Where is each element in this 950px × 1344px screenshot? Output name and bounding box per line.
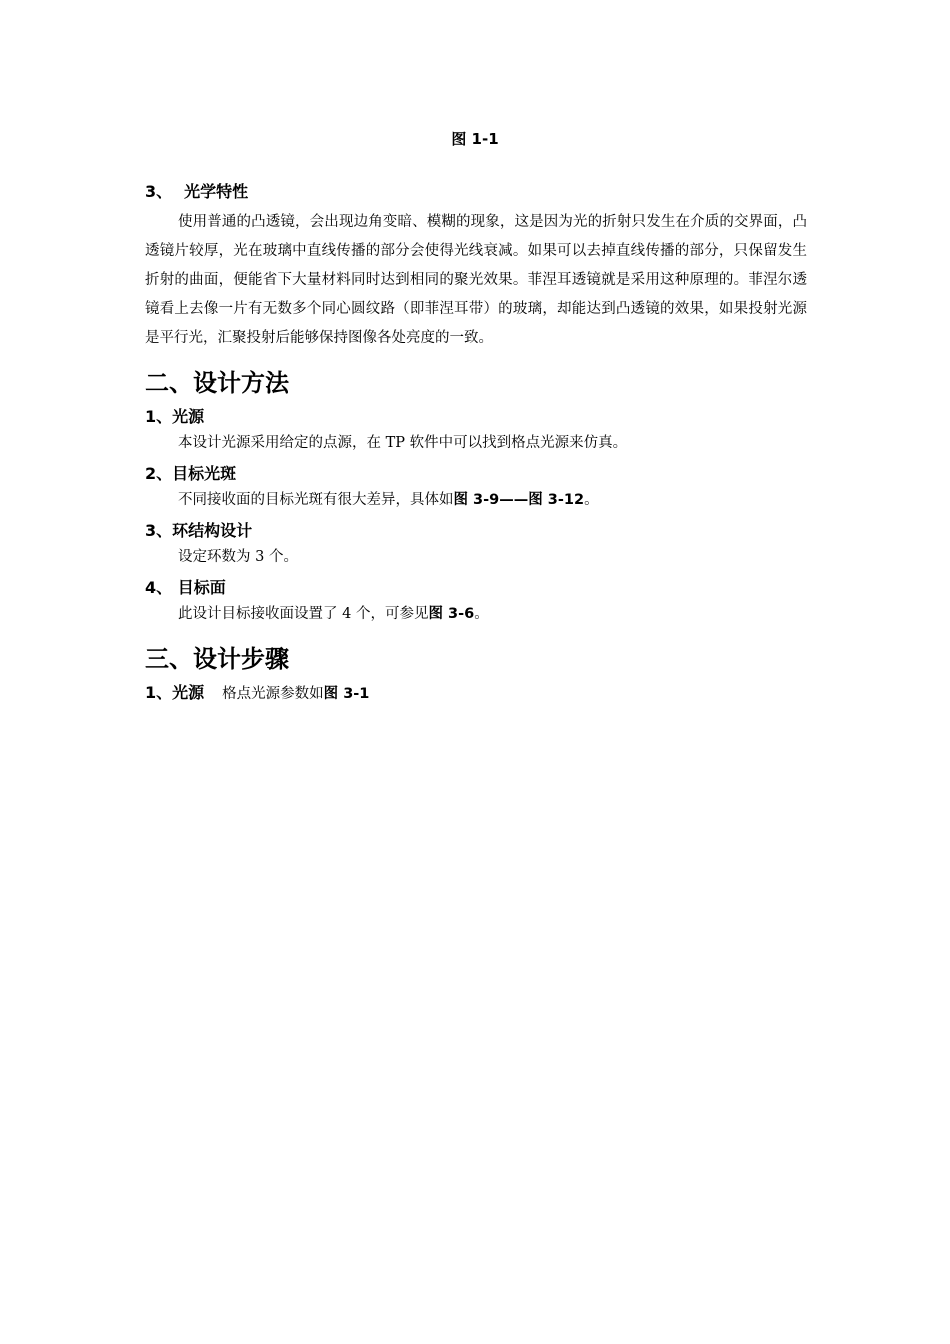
figure-reference: 图 3-9——图 3-12 — [453, 492, 585, 508]
figure-reference: 图 3-1 — [323, 686, 370, 702]
steps-item-1-note — [222, 686, 369, 702]
steps-item-1-text: 格点光源参数如 — [222, 686, 324, 702]
method-item-2-text — [145, 486, 807, 515]
method-item-4-text-after: 。 — [474, 606, 489, 622]
method-item-1-heading: 1、光源 — [145, 407, 205, 426]
steps-item-1-heading: 1、光源 — [145, 683, 205, 702]
method-item-4-text — [145, 600, 807, 629]
figure-caption: 图 1-1 — [451, 130, 499, 148]
method-item-2-text-after: 。 — [584, 492, 599, 508]
document-body — [145, 180, 807, 706]
method-item-2-heading: 2、目标光斑 — [145, 464, 237, 483]
method-item-4-heading: 4、 目标面 — [145, 578, 226, 597]
optics-paragraph: 使用普通的凸透镜，会出现边角变暗、模糊的现象，这是因为光的折射只发生在介质的交界面，凸透镜片较厚，光在玻璃中直线传播的部分会使得光线衰减。如果可以去掉直线传播的部分，只保留发生折射的曲面，便能省下大量材料同时达到相同的聚光效果。菲涅耳透镜就是采用这种原理的。菲涅尔透镜看上去像一片有无数多个同心圆纹路（即菲涅耳带）的玻璃，却能达到凸透镜的效果，如果投射光源是平行光，汇聚投射后能够保持图像各处亮度的一致。 — [145, 214, 807, 346]
design-steps-title: 三、设计步骤 — [145, 645, 289, 673]
figure-reference: 图 3-6 — [428, 606, 475, 622]
optics-heading-text: 光学特性 — [184, 182, 249, 201]
optics-heading — [145, 180, 807, 204]
method-item-3-text: 设定环数为 3 个。 — [178, 549, 298, 565]
method-item-1-text: 本设计光源采用给定的点源，在 TP 软件中可以找到格点光源来仿真。 — [178, 435, 628, 451]
steps-item-1 — [145, 681, 807, 706]
method-item-4-text-before: 此设计目标接收面设置了 4 个，可参见 — [178, 606, 429, 622]
method-item-2-text-before: 不同接收面的目标光斑有很大差异，具体如 — [178, 492, 454, 508]
design-method-title: 二、设计方法 — [145, 369, 289, 397]
optics-heading-number: 3、 — [145, 182, 173, 201]
method-item-3-heading: 3、环结构设计 — [145, 521, 253, 540]
